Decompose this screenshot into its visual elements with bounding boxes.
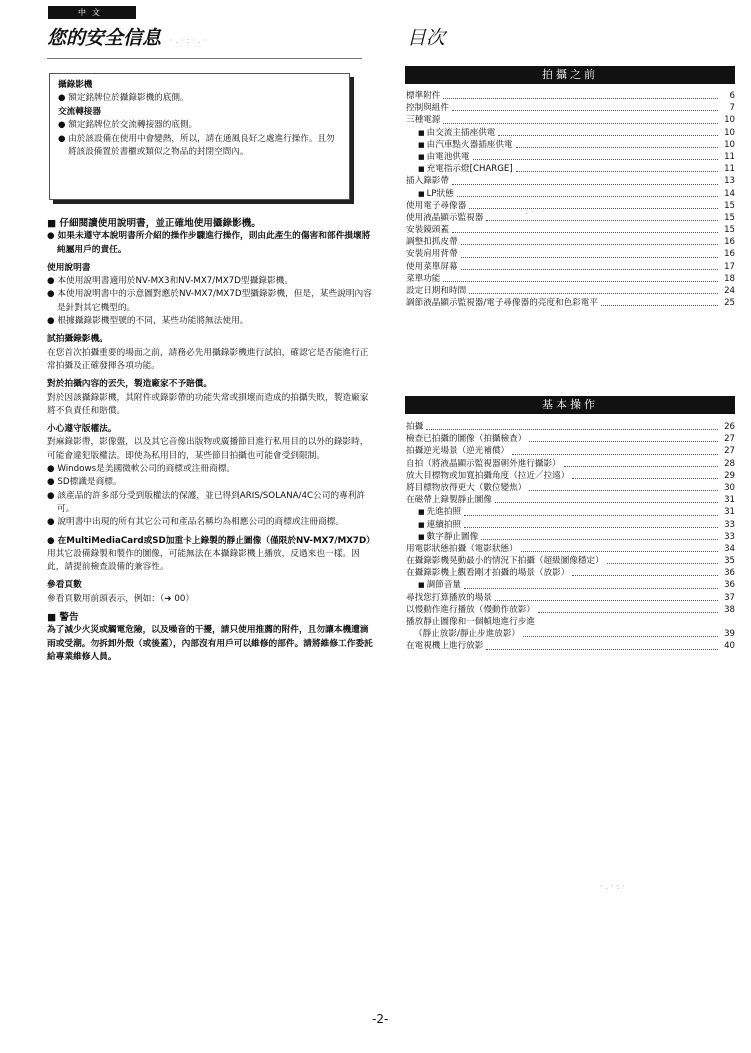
toc-entry-label: 在磁帶上錄製靜止圖像 xyxy=(406,495,492,506)
toc-entry-label: ■ 由電池供電 xyxy=(426,151,470,162)
toc-entry-label: 拍攝逆光場景（逆光補償） xyxy=(406,446,510,457)
title-rule xyxy=(47,58,362,59)
warning-text: 為了減少火災或觸電危險，以及噪音的干擾，請只使用推薦的附件，且勿讓本機遭滴雨或受潮。勿拆卸外殼（或後蓋），內部沒有用戶可以維修的部件。請將維修工作委託給專業維修人員。 xyxy=(47,625,373,662)
toc-entry-label: ■ 數字靜止圖像 xyxy=(426,531,479,542)
toc-entry xyxy=(406,297,735,309)
toc-entry-page: 28 xyxy=(724,458,735,469)
toc-entry xyxy=(406,151,735,163)
toc-entry xyxy=(406,482,735,494)
toc-leader-dots xyxy=(521,543,718,552)
toc-entry-page: 34 xyxy=(724,543,735,554)
toc-leader-dots xyxy=(607,555,718,564)
toc-entry xyxy=(406,604,735,616)
copyright-text: 對麻錄影帶，影像盤，以及其它音像出版物或廣播節目進行私用目的以外的錄影時，可能會違犯版權法。即使為私用目的，某些節目拍攝也可能會受到限制。 xyxy=(47,437,369,461)
language-tab: 中文 xyxy=(48,6,136,19)
toc-entry-label: 使用菜單屏幕 xyxy=(406,261,458,272)
toc-entry-page: 16 xyxy=(724,237,735,248)
toc-entry-label: 在攝錄影機晃動最小的情況下拍攝（超級圖像穩定） xyxy=(406,556,604,567)
toc-entry xyxy=(406,543,735,555)
toc-entry-page: 40 xyxy=(724,641,735,652)
safety-text-column xyxy=(47,217,377,669)
toc-entry-label: 安裝鏡頭蓋 xyxy=(406,225,449,236)
toc-leader-dots xyxy=(529,482,718,491)
intro-item: ● 如果未遵守本說明書所介紹的操作步驟進行操作，則由此產生的傷害和部件損壞將純屬用戶的責任。 xyxy=(47,230,377,257)
toc-leader-dots xyxy=(512,445,718,454)
manual-item: ● 本使用說明書適用於NV-MX3和NV-MX7/MX7D型攝錄影機。 xyxy=(47,275,377,288)
toc-entry xyxy=(406,261,735,273)
toc-entry xyxy=(406,433,735,445)
toc-entry xyxy=(406,163,735,175)
toc-entry-page: 36 xyxy=(724,568,735,579)
loss-text: 對於因該攝錄影機，其附件或錄影帶的功能失常或損壞而造成的拍攝失敗，製造廠家將不負責任和賠償。 xyxy=(47,392,369,416)
section-header-before-recording: 拍攝之前 xyxy=(405,66,735,84)
manual-item: ● 根據攝錄影機型號的不同，某些功能將無法使用。 xyxy=(47,315,377,328)
toc-entry xyxy=(406,139,735,151)
toc-entry xyxy=(406,531,735,543)
toc-entry-label: 放大目標物或加寬拍攝角度（拉近／拉遠） xyxy=(406,470,570,481)
toc-entry xyxy=(406,273,735,285)
toc-entry xyxy=(406,494,735,506)
camera-label: 攝錄影機 xyxy=(58,80,93,90)
toc-entry-label: 尋找您打算播放的場景 xyxy=(406,592,492,603)
toc-entry-label: 使用液晶顯示監視器 xyxy=(406,212,484,223)
toc-leader-dots xyxy=(538,604,718,613)
toc-entry-label: 調節液晶顯示監視器/電子尋像器的亮度和色彩電平 xyxy=(406,298,598,309)
manual-item: ● 本使用說明書中的示意圖對應於NV-MX7/MX7D型攝錄影機，但是，某些說明內容是針對其它機型的。 xyxy=(47,288,377,315)
manual-heading: 使用說明書 xyxy=(47,262,91,273)
toc-entry-label: ■ 由汽車點火器插座供電 xyxy=(426,139,513,150)
scan-noise: ·.·:· xyxy=(600,882,628,891)
toc-entry xyxy=(406,200,735,212)
toc-entry-label: 拍攝 xyxy=(406,422,424,432)
toc-entry-page: 33 xyxy=(724,531,735,542)
toc-leader-dots xyxy=(473,151,718,160)
scan-noise: ·.·:·.· xyxy=(170,36,209,45)
toc-leader-dots xyxy=(572,470,718,479)
toc-entry xyxy=(406,506,735,518)
toc-leader-dots xyxy=(461,236,718,245)
toc-entry xyxy=(406,248,735,260)
toc-leader-dots xyxy=(572,567,718,576)
toc-entry-page: 27 xyxy=(724,446,735,457)
toc-leader-dots xyxy=(464,579,718,588)
toc-entry-label: ■ 充電指示燈[CHARGE] xyxy=(426,164,513,175)
toc-leader-dots xyxy=(564,458,718,467)
sd-card-heading: ● 在MultiMediaCard或SD加重卡上錄製的靜止圖像（僅限於NV-MX7/MX7D） xyxy=(47,535,377,548)
toc-entry-page: 39 xyxy=(724,629,735,640)
toc-entry-page: 31 xyxy=(724,495,735,506)
toc-entry xyxy=(406,224,735,236)
toc-leader-dots xyxy=(495,592,718,601)
toc-entry xyxy=(406,592,735,604)
toc-entry xyxy=(406,616,735,628)
trademark-item: ● 說明書中出現的所有其它公司和產品名稱均為相應公司的商標或注冊商標。 xyxy=(47,516,377,529)
toc-entry-label: 使用電子尋像器 xyxy=(406,200,467,211)
toc-entry xyxy=(406,188,735,200)
toc-leader-dots xyxy=(426,421,718,430)
section-header-basic-operations: 基本操作 xyxy=(405,396,735,414)
toc-entry-page: 11 xyxy=(724,164,735,175)
toc-entry-page: 15 xyxy=(724,212,735,223)
toc-leader-dots xyxy=(469,200,718,209)
toc-leader-dots xyxy=(529,433,718,442)
toc-entry xyxy=(406,90,735,102)
toc-entry-page: 15 xyxy=(724,200,735,211)
toc-leader-dots xyxy=(461,261,718,270)
toc-entry xyxy=(406,567,735,579)
toc-entry-page: 7 xyxy=(729,103,735,114)
toc-entry-page: 13 xyxy=(724,176,735,187)
toc-entry-label: 調整扣抓皮帶 xyxy=(406,237,458,248)
toc-leader-dots xyxy=(464,506,718,515)
sd-card-text: 用其它設備錄製和製作的圖像，可能無法在本攝錄影機上播放，反過來也一樣。因此，請提前檢查設備的兼容性。 xyxy=(47,548,360,573)
toc-entry-label: ■ 先進拍照 xyxy=(426,507,462,518)
toc-entry-page: 36 xyxy=(724,580,735,591)
toc-entry-page: 35 xyxy=(724,556,735,567)
toc-entry-label: 安裝肩用背帶 xyxy=(406,249,458,260)
toc-entry xyxy=(406,102,735,114)
toc-entry xyxy=(406,212,735,224)
toc-entry xyxy=(406,127,735,139)
toc-entry-page: 31 xyxy=(724,507,735,518)
toc-entry-page: 26 xyxy=(724,422,735,432)
toc-entry-label: 在攝錄影機上觀看剛才拍攝的場景（放影） xyxy=(406,568,570,579)
toc-leader-dots xyxy=(452,175,718,184)
trial-text: 在您首次拍攝重要的場面之前，請務必先用攝錄影機進行試拍，確認它是否能進行正常拍攝及正確發揮各項功能。 xyxy=(47,347,369,371)
toc-entry xyxy=(406,628,735,640)
toc-entry-page: 6 xyxy=(729,91,735,101)
toc-entry-label: 自拍（將液晶顯示監視器朝外進行攝影） xyxy=(406,458,561,469)
toc-leader-dots xyxy=(516,139,718,148)
reference-heading: 參看頁數 xyxy=(47,580,82,591)
toc-leader-dots xyxy=(443,273,718,282)
toc-entry-label: 設定日期和時間 xyxy=(406,286,467,296)
toc-before-recording xyxy=(406,90,735,309)
toc-entry-label: ■ 由交流主插座供電 xyxy=(426,127,496,138)
toc-entry-label: ■ LP狀態 xyxy=(426,188,454,199)
adaptor-label: 交流轉接器 xyxy=(58,106,101,117)
toc-entry xyxy=(406,519,735,531)
toc-entry-label: 控制與組件 xyxy=(406,103,449,114)
warning-heading: ■ 警告 xyxy=(47,612,79,624)
camera-rating-note: ● 額定銘牌位於攝錄影機的底側。 xyxy=(58,92,341,105)
toc-entry-page: 25 xyxy=(724,298,735,309)
toc-entry xyxy=(406,445,735,457)
toc-entry-page: 33 xyxy=(724,519,735,530)
toc-entry-page: 24 xyxy=(724,286,735,296)
toc-leader-dots xyxy=(495,494,718,503)
toc-leader-dots xyxy=(457,188,718,197)
toc-entry-label: ■ 連續拍照 xyxy=(426,519,462,530)
toc-entry-page: 15 xyxy=(724,225,735,236)
toc-leader-dots xyxy=(601,297,718,306)
adaptor-rating-note: ● 額定銘牌位於交流轉接器的底側。 xyxy=(58,119,341,132)
toc-entry-label: （靜止放影/靜止步進放影） xyxy=(414,629,521,640)
copyright-heading: 小心遵守版權法。 xyxy=(47,424,117,435)
toc-entry-page: 38 xyxy=(724,604,735,615)
toc-leader-dots xyxy=(452,224,718,233)
toc-leader-dots xyxy=(461,248,718,257)
toc-entry-page: 16 xyxy=(724,249,735,260)
toc-leader-dots xyxy=(481,531,718,540)
reference-text: 參看頁數用前頭表示，例如：（➜ 00） xyxy=(47,593,195,604)
trademark-item: ● 該產品的許多部分受到版權法的保護，並已得到ARIS/SOLANA/4C公司的專利許可。 xyxy=(47,490,377,517)
adaptor-ventilation-note: ● 由於該設備在使用中會變熱，所以，請在通風良好之處進行操作。且勿將該設備置於書櫃或類似之物品的封閉空間內。 xyxy=(58,133,341,160)
toc-entry-page: 10 xyxy=(724,139,735,150)
toc-leader-dots xyxy=(443,114,718,123)
toc-entry xyxy=(406,640,735,652)
toc-entry-page: 10 xyxy=(724,115,735,126)
toc-entry xyxy=(406,579,735,591)
toc-entry-label: 插入錄影帶 xyxy=(406,176,449,187)
toc-entry xyxy=(406,555,735,567)
toc-leader-dots xyxy=(498,127,718,136)
page-title-safety: 您的安全信息 xyxy=(47,27,162,49)
toc-entry-page: 27 xyxy=(724,434,735,445)
toc-leader-dots xyxy=(452,102,718,111)
toc-entry-page: 18 xyxy=(724,273,735,284)
trial-heading: 試拍攝錄影機。 xyxy=(47,334,108,345)
toc-entry xyxy=(406,285,735,297)
toc-entry-label: 菜單功能 xyxy=(406,273,441,284)
toc-entry-page: 11 xyxy=(724,151,735,162)
toc-entry-page: 17 xyxy=(724,261,735,272)
toc-entry-label: 將目標物放得更大（數位變焦） xyxy=(406,482,527,493)
toc-entry-label: 以慢動作進行播放（慢動作放影） xyxy=(406,604,535,615)
toc-leader-dots xyxy=(516,163,718,172)
toc-entry-page: 14 xyxy=(724,188,735,199)
toc-entry-page: 30 xyxy=(724,482,735,493)
toc-entry-label: 三種電源 xyxy=(406,115,441,126)
toc-leader-dots xyxy=(523,628,718,637)
toc-entry xyxy=(406,236,735,248)
intro-heading: ■ 仔細閱讀使用說明書，並正確地使用攝錄影機。 xyxy=(47,218,261,229)
page-number: -2- xyxy=(372,1012,389,1026)
toc-entry xyxy=(406,470,735,482)
toc-entry xyxy=(406,175,735,187)
toc-leader-dots xyxy=(443,90,718,99)
toc-entry-page: 29 xyxy=(724,470,735,481)
toc-entry-page: 37 xyxy=(724,592,735,603)
toc-entry-label: 用電影狀態拍攝（電影狀態） xyxy=(406,543,518,554)
toc-entry xyxy=(406,421,735,433)
safety-warning-box xyxy=(49,73,350,200)
loss-heading: 對於拍攝內容的丟失，製造廠家不予賠償。 xyxy=(47,379,213,390)
toc-entry-label: 標準附件 xyxy=(406,91,441,101)
toc-entry-label: 檢查已拍攝的圖像（拍攝檢查） xyxy=(406,434,527,445)
trademark-item: ● Windows是美國微軟公司的商標或注冊商標。 xyxy=(47,463,377,476)
toc-leader-dots xyxy=(469,285,718,294)
toc-entry xyxy=(406,114,735,126)
toc-entry xyxy=(406,458,735,470)
toc-leader-dots xyxy=(464,519,718,528)
toc-entry-page: 10 xyxy=(724,127,735,138)
page-title-contents: 目次 xyxy=(407,27,446,49)
toc-entry-label: ■ 調節音量 xyxy=(426,580,462,591)
scan-noise: ·:·.· xyxy=(520,207,548,216)
toc-basic-operations xyxy=(406,421,735,653)
toc-entry-label: 播放靜止圖像和一個幀地進行步進 xyxy=(406,617,535,627)
toc-leader-dots xyxy=(486,640,718,649)
trademark-item: ● SD標識是商標。 xyxy=(47,476,377,489)
toc-entry-label: 在電視機上進行放影 xyxy=(406,641,484,652)
